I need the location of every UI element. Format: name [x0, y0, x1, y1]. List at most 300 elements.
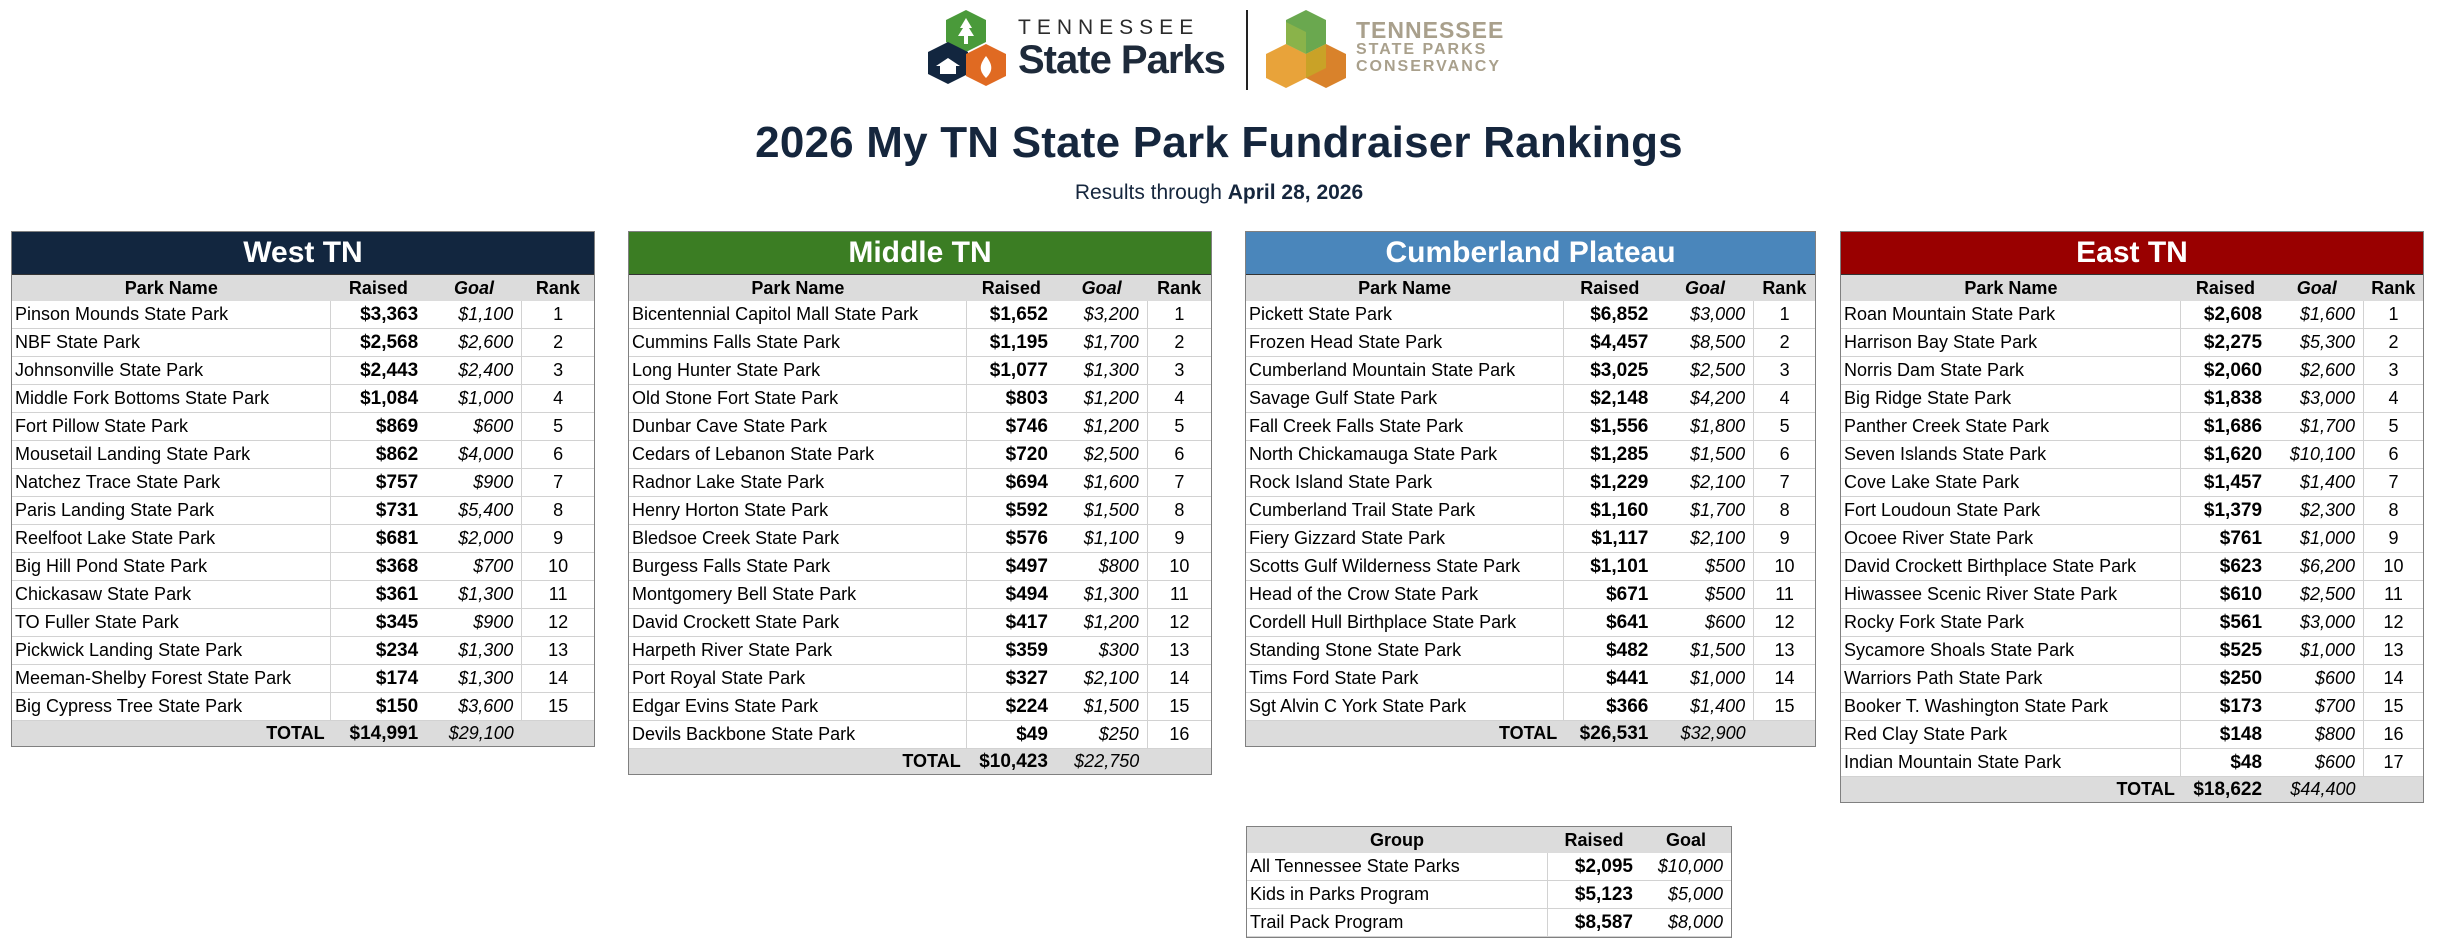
goal-value: $2,300: [2270, 497, 2363, 525]
rank-value: 5: [2364, 413, 2424, 441]
table-row: [1841, 301, 2423, 329]
goal-value: $3,000: [1656, 301, 1753, 329]
tn-state-parks-wordmark: [1018, 16, 1238, 83]
raised-value: $327: [967, 665, 1056, 693]
table-row: [12, 301, 594, 329]
rank-value: 9: [2364, 525, 2424, 553]
park-name: Bicentennial Capitol Mall State Park: [629, 301, 967, 329]
total-row: [1246, 721, 1815, 747]
raised-value: $1,556: [1563, 413, 1656, 441]
park-name: Fort Loudoun State Park: [1841, 497, 2181, 525]
col-header-raised: Raised: [967, 275, 1056, 301]
conservancy-line1: TENNESSEE: [1356, 17, 1505, 43]
park-name: Paris Landing State Park: [12, 497, 331, 525]
table-row: [629, 301, 1211, 329]
goal-value: $1,000: [2270, 525, 2363, 553]
col-header-rank: Rank: [2364, 275, 2424, 301]
total-goal: $32,900: [1656, 721, 1753, 747]
total-goal: $22,750: [1056, 749, 1147, 775]
park-name: Standing Stone State Park: [1246, 637, 1563, 665]
table-header-row: [629, 275, 1211, 301]
goal-value: $1,500: [1656, 637, 1753, 665]
region-title: Cumberland Plateau: [1246, 232, 1815, 275]
goal-value: $1,500: [1056, 497, 1147, 525]
raised-value: $1,379: [2181, 497, 2270, 525]
conservancy-line2: STATE PARKS: [1356, 41, 1488, 59]
goal-value: $8,500: [1656, 329, 1753, 357]
page-subtitle: [0, 181, 2438, 205]
goal-value: $5,300: [2270, 329, 2363, 357]
rank-value: 11: [1754, 581, 1815, 609]
group-raised-header: Raised: [1547, 827, 1641, 853]
goal-value: $1,300: [426, 665, 522, 693]
table-row: [629, 497, 1211, 525]
region-east-tn: [1840, 231, 2424, 803]
rank-value: 6: [1147, 441, 1211, 469]
rank-value: 3: [1754, 357, 1815, 385]
park-name: Middle Fork Bottoms State Park: [12, 385, 331, 413]
goal-value: $1,600: [1056, 469, 1147, 497]
table-row: [629, 525, 1211, 553]
table-row: [1246, 693, 1815, 721]
total-rank-blank: [2364, 777, 2424, 803]
goal-value: $2,100: [1656, 469, 1753, 497]
goal-value: $250: [1056, 721, 1147, 749]
rank-value: 13: [522, 637, 594, 665]
total-label: TOTAL: [12, 721, 331, 747]
table-row: [1841, 469, 2423, 497]
park-name: Fort Pillow State Park: [12, 413, 331, 441]
raised-value: $497: [967, 553, 1056, 581]
rank-value: 13: [2364, 637, 2424, 665]
park-name: Meeman-Shelby Forest State Park: [12, 665, 331, 693]
table-row: [1246, 497, 1815, 525]
raised-value: $1,620: [2181, 441, 2270, 469]
table-header-row: [1841, 275, 2423, 301]
rank-value: 14: [522, 665, 594, 693]
total-rank-blank: [522, 721, 594, 747]
raised-value: $361: [331, 581, 427, 609]
goal-value: $1,800: [1656, 413, 1753, 441]
total-rank-blank: [1754, 721, 1815, 747]
park-name: Frozen Head State Park: [1246, 329, 1563, 357]
park-name: Rock Island State Park: [1246, 469, 1563, 497]
goal-value: $500: [1656, 553, 1753, 581]
goal-value: $600: [2270, 749, 2363, 777]
group-goal-header: Goal: [1641, 827, 1731, 853]
table-row: [1246, 581, 1815, 609]
table-row: [629, 413, 1211, 441]
col-header-park-name: Park Name: [629, 275, 967, 301]
table-row: [12, 665, 594, 693]
park-name: Head of the Crow State Park: [1246, 581, 1563, 609]
raised-value: $174: [331, 665, 427, 693]
park-name: Sgt Alvin C York State Park: [1246, 693, 1563, 721]
table-row: [1246, 525, 1815, 553]
rank-value: 3: [1147, 357, 1211, 385]
goal-value: $800: [2270, 721, 2363, 749]
table-row: [629, 385, 1211, 413]
group-header-row: [1247, 827, 1731, 853]
park-name: Montgomery Bell State Park: [629, 581, 967, 609]
park-name: David Crockett Birthplace State Park: [1841, 553, 2181, 581]
rank-value: 3: [2364, 357, 2424, 385]
table-row: [1841, 441, 2423, 469]
rank-value: 2: [1754, 329, 1815, 357]
table-row: [1841, 721, 2423, 749]
rank-value: 6: [1754, 441, 1815, 469]
raised-value: $482: [1563, 637, 1656, 665]
table-row: [629, 693, 1211, 721]
raised-value: $2,568: [331, 329, 427, 357]
goal-value: $2,100: [1656, 525, 1753, 553]
goal-value: $1,300: [1056, 357, 1147, 385]
rank-value: 6: [522, 441, 594, 469]
park-name: Radnor Lake State Park: [629, 469, 967, 497]
goal-value: $2,600: [426, 329, 522, 357]
table-row: [12, 637, 594, 665]
park-name: Cummins Falls State Park: [629, 329, 967, 357]
raised-value: $1,652: [967, 301, 1056, 329]
park-name: TO Fuller State Park: [12, 609, 331, 637]
group-raised: $8,587: [1547, 909, 1641, 937]
goal-value: $1,500: [1656, 441, 1753, 469]
park-name: Cove Lake State Park: [1841, 469, 2181, 497]
table-row: [12, 441, 594, 469]
raised-value: $694: [967, 469, 1056, 497]
total-row: [629, 749, 1211, 775]
group-raised: $5,123: [1547, 881, 1641, 909]
rank-value: 6: [2364, 441, 2424, 469]
col-header-rank: Rank: [522, 275, 594, 301]
logo-small-text: TENNESSEE: [1018, 16, 1200, 39]
conservancy-wordmark: [1356, 18, 1576, 76]
goal-value: $900: [426, 609, 522, 637]
goal-value: $1,100: [1056, 525, 1147, 553]
rank-value: 4: [2364, 385, 2424, 413]
col-header-raised: Raised: [1563, 275, 1656, 301]
rank-value: 2: [1147, 329, 1211, 357]
rank-value: 9: [522, 525, 594, 553]
rank-value: 4: [522, 385, 594, 413]
raised-value: $148: [2181, 721, 2270, 749]
rank-value: 7: [522, 469, 594, 497]
page-header: [0, 0, 2438, 204]
rank-value: 14: [1754, 665, 1815, 693]
park-name: Red Clay State Park: [1841, 721, 2181, 749]
total-goal: $29,100: [426, 721, 522, 747]
total-raised: $18,622: [2181, 777, 2270, 803]
goal-value: $600: [2270, 665, 2363, 693]
table-row: [12, 497, 594, 525]
col-header-park-name: Park Name: [1841, 275, 2181, 301]
goal-value: $1,200: [1056, 413, 1147, 441]
goal-value: $2,500: [1656, 357, 1753, 385]
col-header-park-name: Park Name: [1246, 275, 1563, 301]
goal-value: $1,300: [1056, 581, 1147, 609]
table-row: [12, 693, 594, 721]
table-row: [629, 665, 1211, 693]
region-table: [12, 275, 594, 746]
rank-value: 17: [2364, 749, 2424, 777]
park-name: Harpeth River State Park: [629, 637, 967, 665]
park-name: Harrison Bay State Park: [1841, 329, 2181, 357]
table-row: [629, 357, 1211, 385]
raised-value: $224: [967, 693, 1056, 721]
raised-value: $3,025: [1563, 357, 1656, 385]
goal-value: $1,600: [2270, 301, 2363, 329]
goal-value: $4,200: [1656, 385, 1753, 413]
table-row: [1246, 329, 1815, 357]
table-row: [1246, 441, 1815, 469]
goal-value: $1,700: [1656, 497, 1753, 525]
raised-value: $368: [331, 553, 427, 581]
park-name: NBF State Park: [12, 329, 331, 357]
conservancy-logo-icon: [1262, 8, 1350, 94]
raised-value: $150: [331, 693, 427, 721]
goal-value: $2,600: [2270, 357, 2363, 385]
rank-value: 15: [522, 693, 594, 721]
park-name: Big Hill Pond State Park: [12, 553, 331, 581]
table-row: [629, 329, 1211, 357]
park-name: Mousetail Landing State Park: [12, 441, 331, 469]
table-row: [1841, 385, 2423, 413]
park-name: Fall Creek Falls State Park: [1246, 413, 1563, 441]
park-name: Burgess Falls State Park: [629, 553, 967, 581]
table-row: [1246, 301, 1815, 329]
park-name: Pickwick Landing State Park: [12, 637, 331, 665]
raised-value: $494: [967, 581, 1056, 609]
raised-value: $1,101: [1563, 553, 1656, 581]
tn-state-parks-logo-icon: [924, 8, 1014, 94]
col-header-park-name: Park Name: [12, 275, 331, 301]
rank-value: 8: [1147, 497, 1211, 525]
raised-value: $359: [967, 637, 1056, 665]
raised-value: $2,608: [2181, 301, 2270, 329]
raised-value: $1,117: [1563, 525, 1656, 553]
park-name: Pinson Mounds State Park: [12, 301, 331, 329]
rank-value: 9: [1754, 525, 1815, 553]
park-name: Sycamore Shoals State Park: [1841, 637, 2181, 665]
goal-value: $600: [426, 413, 522, 441]
rank-value: 5: [1147, 413, 1211, 441]
park-name: Warriors Path State Park: [1841, 665, 2181, 693]
table-row: [12, 581, 594, 609]
goal-value: $300: [1056, 637, 1147, 665]
group-row: [1247, 909, 1731, 937]
raised-value: $561: [2181, 609, 2270, 637]
rank-value: 4: [1147, 385, 1211, 413]
goal-value: $4,000: [426, 441, 522, 469]
total-rank-blank: [1147, 749, 1211, 775]
logo-divider: [1246, 10, 1248, 90]
park-name: Dunbar Cave State Park: [629, 413, 967, 441]
park-name: Chickasaw State Park: [12, 581, 331, 609]
park-name: Johnsonville State Park: [12, 357, 331, 385]
table-row: [12, 609, 594, 637]
park-name: Cedars of Lebanon State Park: [629, 441, 967, 469]
goal-value: $700: [2270, 693, 2363, 721]
group-name: All Tennessee State Parks: [1247, 853, 1547, 881]
park-name: Edgar Evins State Park: [629, 693, 967, 721]
table-row: [1841, 413, 2423, 441]
page-title: 2026 My TN State Park Fundraiser Rankings: [755, 118, 1683, 167]
raised-value: $610: [2181, 581, 2270, 609]
subtitle-prefix: Results through: [1074, 181, 1222, 204]
park-name: Seven Islands State Park: [1841, 441, 2181, 469]
goal-value: $2,500: [1056, 441, 1147, 469]
park-name: David Crockett State Park: [629, 609, 967, 637]
rank-value: 12: [1754, 609, 1815, 637]
region-table: [1841, 275, 2423, 802]
conservancy-line3: CONSERVANCY: [1356, 57, 1501, 75]
region-table: [1246, 275, 1815, 746]
rank-value: 1: [1754, 301, 1815, 329]
goal-value: $900: [426, 469, 522, 497]
group-row: [1247, 881, 1731, 909]
table-row: [1841, 525, 2423, 553]
goal-value: $3,200: [1056, 301, 1147, 329]
park-name: Long Hunter State Park: [629, 357, 967, 385]
raised-value: $746: [967, 413, 1056, 441]
goal-value: $1,700: [1056, 329, 1147, 357]
col-header-rank: Rank: [1754, 275, 1815, 301]
table-row: [629, 553, 1211, 581]
goal-value: $1,100: [426, 301, 522, 329]
raised-value: $441: [1563, 665, 1656, 693]
raised-value: $4,457: [1563, 329, 1656, 357]
raised-value: $731: [331, 497, 427, 525]
park-name: Tims Ford State Park: [1246, 665, 1563, 693]
raised-value: $49: [967, 721, 1056, 749]
group-name: Kids in Parks Program: [1247, 881, 1547, 909]
park-name: Bledsoe Creek State Park: [629, 525, 967, 553]
table-row: [1246, 357, 1815, 385]
table-row: [1841, 497, 2423, 525]
col-header-goal: Goal: [426, 275, 522, 301]
rank-value: 15: [2364, 693, 2424, 721]
table-row: [1841, 637, 2423, 665]
table-row: [1246, 413, 1815, 441]
table-header-row: [1246, 275, 1815, 301]
park-name: Natchez Trace State Park: [12, 469, 331, 497]
goal-value: $1,300: [426, 637, 522, 665]
raised-value: $525: [2181, 637, 2270, 665]
goal-value: $2,400: [426, 357, 522, 385]
table-row: [629, 581, 1211, 609]
park-name: Cumberland Trail State Park: [1246, 497, 1563, 525]
rank-value: 8: [522, 497, 594, 525]
park-name: Panther Creek State Park: [1841, 413, 2181, 441]
table-header-row: [12, 275, 594, 301]
table-row: [1246, 469, 1815, 497]
park-name: Henry Horton State Park: [629, 497, 967, 525]
total-row: [12, 721, 594, 747]
goal-value: $2,000: [426, 525, 522, 553]
raised-value: $1,838: [2181, 385, 2270, 413]
table-row: [1246, 609, 1815, 637]
goal-value: $500: [1656, 581, 1753, 609]
col-header-raised: Raised: [331, 275, 427, 301]
region-title: East TN: [1841, 232, 2423, 275]
raised-value: $417: [967, 609, 1056, 637]
goal-value: $700: [426, 553, 522, 581]
raised-value: $803: [967, 385, 1056, 413]
rank-value: 4: [1754, 385, 1815, 413]
rank-value: 10: [1754, 553, 1815, 581]
total-row: [1841, 777, 2423, 803]
rank-value: 5: [522, 413, 594, 441]
raised-value: $576: [967, 525, 1056, 553]
raised-value: $869: [331, 413, 427, 441]
goal-value: $800: [1056, 553, 1147, 581]
raised-value: $862: [331, 441, 427, 469]
park-name: Cumberland Mountain State Park: [1246, 357, 1563, 385]
park-name: Fiery Gizzard State Park: [1246, 525, 1563, 553]
rank-value: 14: [1147, 665, 1211, 693]
raised-value: $1,229: [1563, 469, 1656, 497]
rank-value: 14: [2364, 665, 2424, 693]
raised-value: $681: [331, 525, 427, 553]
raised-value: $1,686: [2181, 413, 2270, 441]
subtitle-date: April 28, 2026: [1227, 181, 1364, 204]
raised-value: $761: [2181, 525, 2270, 553]
goal-value: $2,500: [2270, 581, 2363, 609]
rank-value: 8: [1754, 497, 1815, 525]
table-row: [1841, 665, 2423, 693]
table-row: [1246, 637, 1815, 665]
goal-value: $1,400: [2270, 469, 2363, 497]
raised-value: $720: [967, 441, 1056, 469]
rank-value: 11: [1147, 581, 1211, 609]
goal-value: $1,300: [426, 581, 522, 609]
goal-value: $1,200: [1056, 385, 1147, 413]
raised-value: $2,275: [2181, 329, 2270, 357]
park-name: Port Royal State Park: [629, 665, 967, 693]
raised-value: $48: [2181, 749, 2270, 777]
raised-value: $641: [1563, 609, 1656, 637]
rank-value: 7: [2364, 469, 2424, 497]
region-table: [629, 275, 1211, 774]
group-goal: $8,000: [1641, 909, 1731, 937]
park-name: Devils Backbone State Park: [629, 721, 967, 749]
group-goal: $10,000: [1641, 853, 1731, 881]
rank-value: 12: [522, 609, 594, 637]
total-raised: $10,423: [967, 749, 1056, 775]
raised-value: $1,160: [1563, 497, 1656, 525]
rank-value: 1: [1147, 301, 1211, 329]
table-row: [12, 469, 594, 497]
goal-value: $600: [1656, 609, 1753, 637]
goal-value: $2,100: [1056, 665, 1147, 693]
park-name: Pickett State Park: [1246, 301, 1563, 329]
col-header-goal: Goal: [2270, 275, 2363, 301]
region-title: West TN: [12, 232, 594, 275]
raised-value: $250: [2181, 665, 2270, 693]
table-row: [629, 637, 1211, 665]
rank-value: 11: [522, 581, 594, 609]
park-name: Savage Gulf State Park: [1246, 385, 1563, 413]
rank-value: 15: [1754, 693, 1815, 721]
rank-value: 10: [1147, 553, 1211, 581]
park-name: Ocoee River State Park: [1841, 525, 2181, 553]
rank-value: 11: [2364, 581, 2424, 609]
park-name: Cordell Hull Birthplace State Park: [1246, 609, 1563, 637]
rank-value: 12: [1147, 609, 1211, 637]
goal-value: $10,100: [2270, 441, 2363, 469]
rank-value: 5: [1754, 413, 1815, 441]
logo-big-text: State Parks: [1018, 38, 1225, 82]
